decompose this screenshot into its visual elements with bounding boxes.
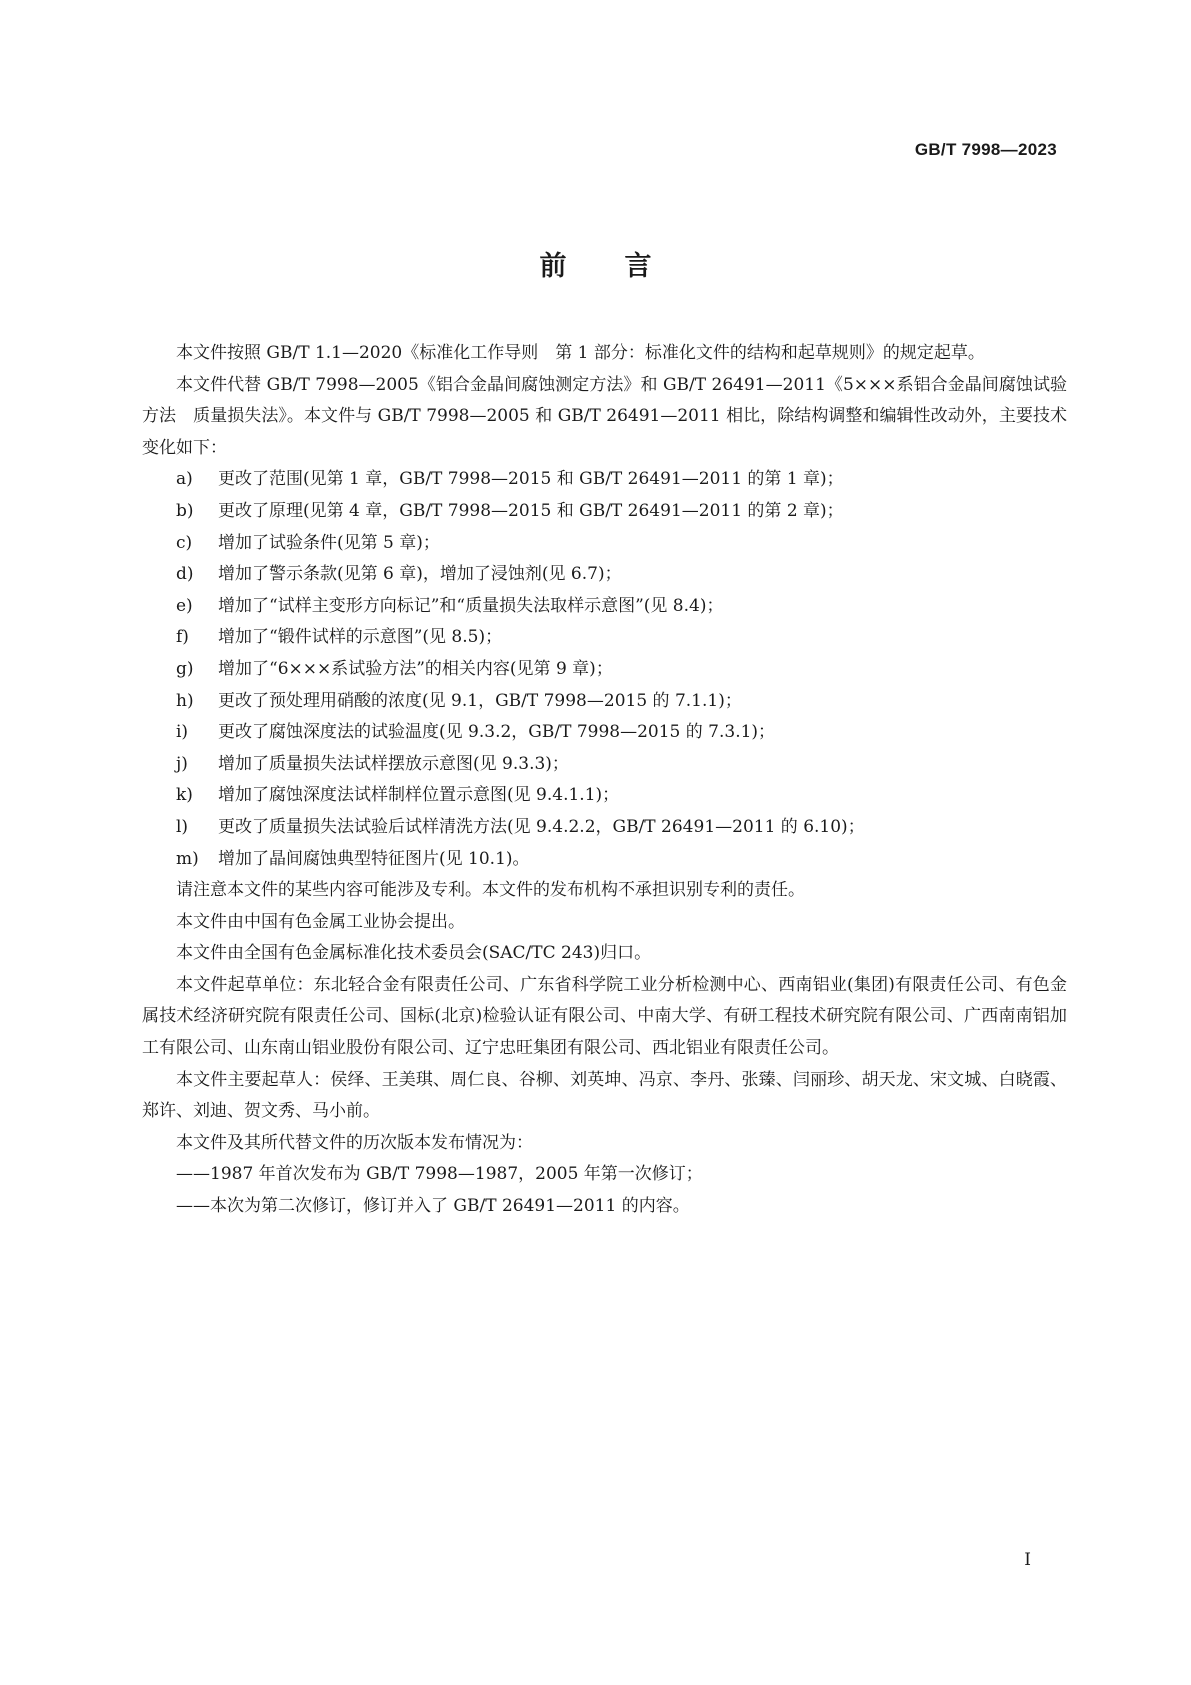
list-item	[142, 780, 1067, 812]
title-char-1: 前	[539, 251, 567, 282]
paragraph-drafters: 本文件主要起草人：侯绎、王美琪、周仁良、谷柳、刘英坤、冯京、李丹、张臻、闫丽珍、胡天龙、宋文城、白晓霞、郑许、刘迪、贺文秀、马小前。	[142, 1069, 1067, 1122]
list-item-text: 更改了质量损失法试验后试样清洗方法(见 9.4.2.2，GB/T 26491—2011 的 6.10)；	[218, 816, 865, 837]
paragraph-replacement: 本文件代替 GB/T 7998—2005《铝合金晶间腐蚀测定方法》和 GB/T 26491—2011《5×××系铝合金晶间腐蚀试验方法 质量损失法》。本文件与 GB/T 7998—2005 和 GB/T 26491—2011 相比，除结构调整和编辑性改动外，主要技术变化如下：	[142, 374, 1067, 458]
list-item	[142, 591, 1067, 623]
list-item-text: 增加了“锻件试样的示意图”(见 8.5)；	[218, 627, 503, 648]
list-item	[142, 844, 1067, 876]
list-item-text: 更改了预处理用硝酸的浓度(见 9.1，GB/T 7998—2015 的 7.1.1)；	[218, 690, 742, 711]
list-item-label: f)	[176, 627, 189, 648]
list-item-label: k)	[176, 785, 193, 806]
list-item-text: 增加了试验条件(见第 5 章)；	[218, 532, 440, 553]
page-title	[0, 244, 1191, 283]
history-item: ——1987 年首次发布为 GB/T 7998—1987，2005 年第一次修订；	[176, 1164, 703, 1185]
list-item-text: 更改了原理(见第 4 章，GB/T 7998—2015 和 GB/T 26491—2011 的第 2 章)；	[218, 500, 844, 521]
list-item-text: 增加了“试样主变形方向标记”和“质量损失法取样示意图”(见 8.4)；	[218, 595, 724, 616]
list-item	[142, 717, 1067, 749]
list-item	[142, 464, 1067, 496]
paragraph-drafting-rules: 本文件按照 GB/T 1.1—2020《标准化工作导则 第 1 部分：标准化文件的结构和起草规则》的规定起草。	[176, 343, 985, 363]
list-item	[142, 812, 1067, 844]
list-item-label: a)	[176, 469, 193, 490]
list-item	[142, 496, 1067, 528]
list-item-text: 增加了腐蚀深度法试样制样位置示意图(见 9.4.1.1)；	[218, 785, 620, 806]
list-item-text: 增加了质量损失法试样摆放示意图(见 9.3.3)；	[218, 753, 569, 774]
list-item-text: 更改了腐蚀深度法的试验温度(见 9.3.2，GB/T 7998—2015 的 7.3.1)；	[218, 722, 776, 743]
list-item-label: h)	[176, 690, 194, 711]
page-number: I	[1024, 1550, 1031, 1570]
paragraph-technical-committee: 本文件由全国有色金属标准化技术委员会(SAC/TC 243)归口。	[176, 943, 652, 964]
list-item-text: 增加了晶间腐蚀典型特征图片(见 10.1)。	[218, 848, 530, 869]
paragraph-patent-notice: 请注意本文件的某些内容可能涉及专利。本文件的发布机构不承担识别专利的责任。	[176, 880, 805, 901]
list-item-label: l)	[176, 816, 189, 837]
paragraph-drafting-units: 本文件起草单位：东北轻合金有限责任公司、广东省科学院工业分析检测中心、西南铝业(集团)有限责任公司、有色金属技术经济研究院有限责任公司、国标(北京)检验认证有限公司、中南大学、有研工程技术研究院有限公司、广西南南铝加工有限公司、山东南山铝业股份有限公司、辽宁忠旺集团有限公司、西北铝业有限责任公司。	[142, 974, 1067, 1059]
changes-list	[142, 464, 1067, 875]
paragraph-history-intro: 本文件及其所代替文件的历次版本发布情况为：	[176, 1132, 533, 1153]
list-item-text: 更改了范围(见第 1 章，GB/T 7998—2015 和 GB/T 26491—2011 的第 1 章)；	[218, 469, 844, 490]
list-item-label: c)	[176, 532, 193, 553]
title-char-2: 言	[624, 251, 652, 282]
list-item	[142, 528, 1067, 560]
list-item	[142, 749, 1067, 781]
history-item: ——本次为第二次修订，修订并入了 GB/T 26491—2011 的内容。	[176, 1196, 690, 1217]
standard-code: GB/T 7998—2023	[914, 140, 1057, 159]
list-item-label: e)	[176, 595, 193, 616]
list-item-label: d)	[176, 564, 194, 585]
list-item-label: j)	[176, 753, 188, 774]
foreword-body	[142, 338, 1067, 1223]
list-item	[142, 654, 1067, 686]
list-item	[142, 559, 1067, 591]
paragraph-proposer: 本文件由中国有色金属工业协会提出。	[176, 911, 465, 932]
list-item-label: g)	[176, 658, 194, 679]
list-item-label: i)	[176, 722, 189, 743]
list-item-text: 增加了警示条款(见第 6 章)，增加了浸蚀剂(见 6.7)；	[218, 564, 622, 585]
list-item-label: m)	[176, 848, 199, 869]
list-item	[142, 622, 1067, 654]
list-item	[142, 686, 1067, 718]
list-item-label: b)	[176, 500, 194, 521]
list-item-text: 增加了“6×××系试验方法”的相关内容(见第 9 章)；	[218, 658, 613, 679]
